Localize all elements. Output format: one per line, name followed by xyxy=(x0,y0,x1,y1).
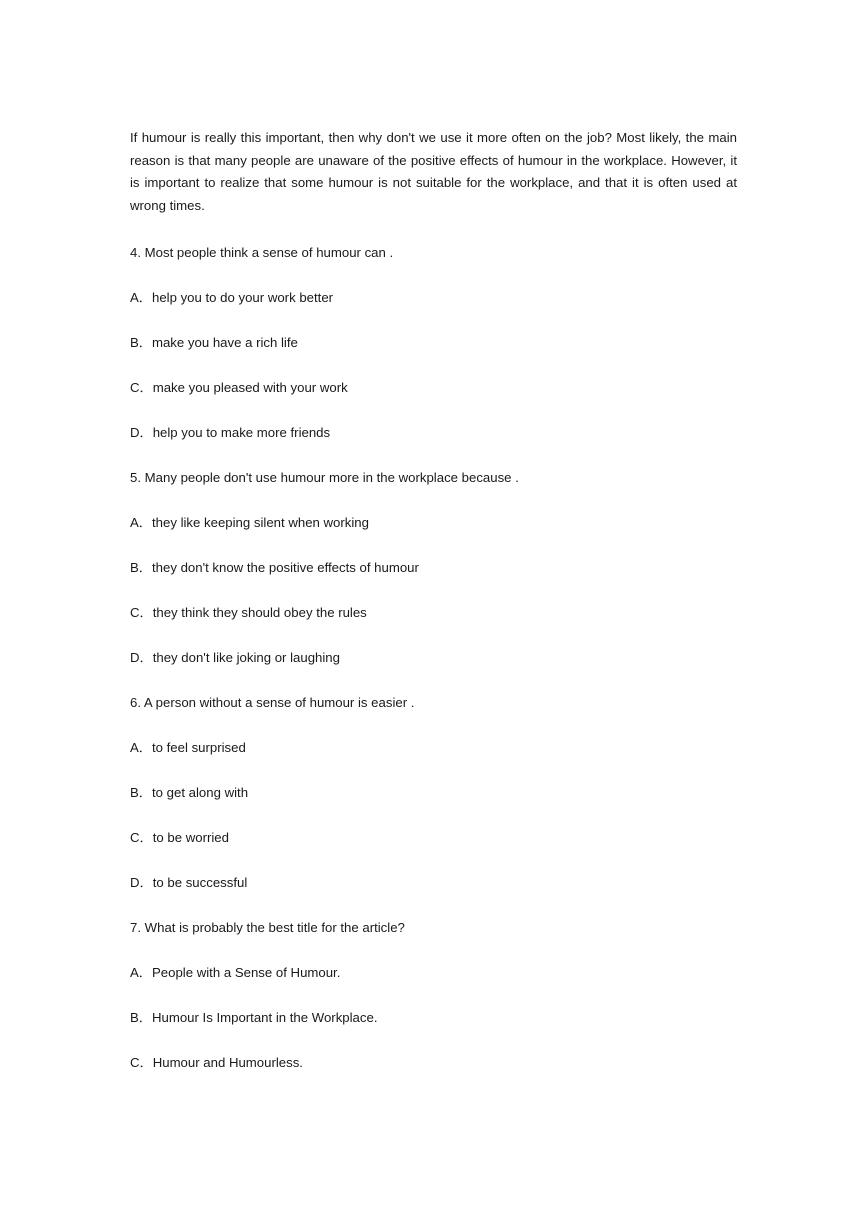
question-5-option-a: A．they like keeping silent when working xyxy=(130,514,369,530)
question-4-option-a: A．help you to do your work better xyxy=(130,289,334,305)
question-7-option-b: B．Humour Is Important in the Workplace. xyxy=(130,1009,378,1025)
question-4-stem: 4. Most people think a sense of humour can . xyxy=(130,244,394,260)
question-6-option-a: A．to feel surprised xyxy=(130,739,246,755)
question-5-stem: 5. Many people don't use humour more in the workplace because . xyxy=(130,469,519,485)
question-6-option-c: C．to be worried xyxy=(130,829,229,845)
question-4-option-c: C．make you pleased with your work xyxy=(130,379,348,395)
question-4-option-b: B．make you have a rich life xyxy=(130,334,298,350)
question-7-option-a: A．People with a Sense of Humour. xyxy=(130,964,341,980)
question-5-option-b: B．they don't know the positive effects of humour xyxy=(130,559,419,575)
question-5-option-d: D．they don't like joking or laughing xyxy=(130,649,340,665)
question-7-stem: 7. What is probably the best title for the article? xyxy=(130,919,405,935)
question-6-option-b: B．to get along with xyxy=(130,784,249,800)
question-7-option-c: C．Humour and Humourless. xyxy=(130,1054,303,1070)
document-content xyxy=(130,127,737,1072)
question-6-stem: 6. A person without a sense of humour is easier . xyxy=(130,694,415,710)
question-4-option-d: D．help you to make more friends xyxy=(130,424,331,440)
question-5-option-c: C．they think they should obey the rules xyxy=(130,604,367,620)
question-6-option-d: D．to be successful xyxy=(130,874,248,890)
passage-paragraph: If humour is really this important, then why don't we use it more often on the job? Most likely, the main reason is that many people are unaware of the positive effects of humour in the workplace. However, it is important to realize that some humour is not suitable for the workplace, and that it is often used at wrong times. xyxy=(130,130,737,214)
